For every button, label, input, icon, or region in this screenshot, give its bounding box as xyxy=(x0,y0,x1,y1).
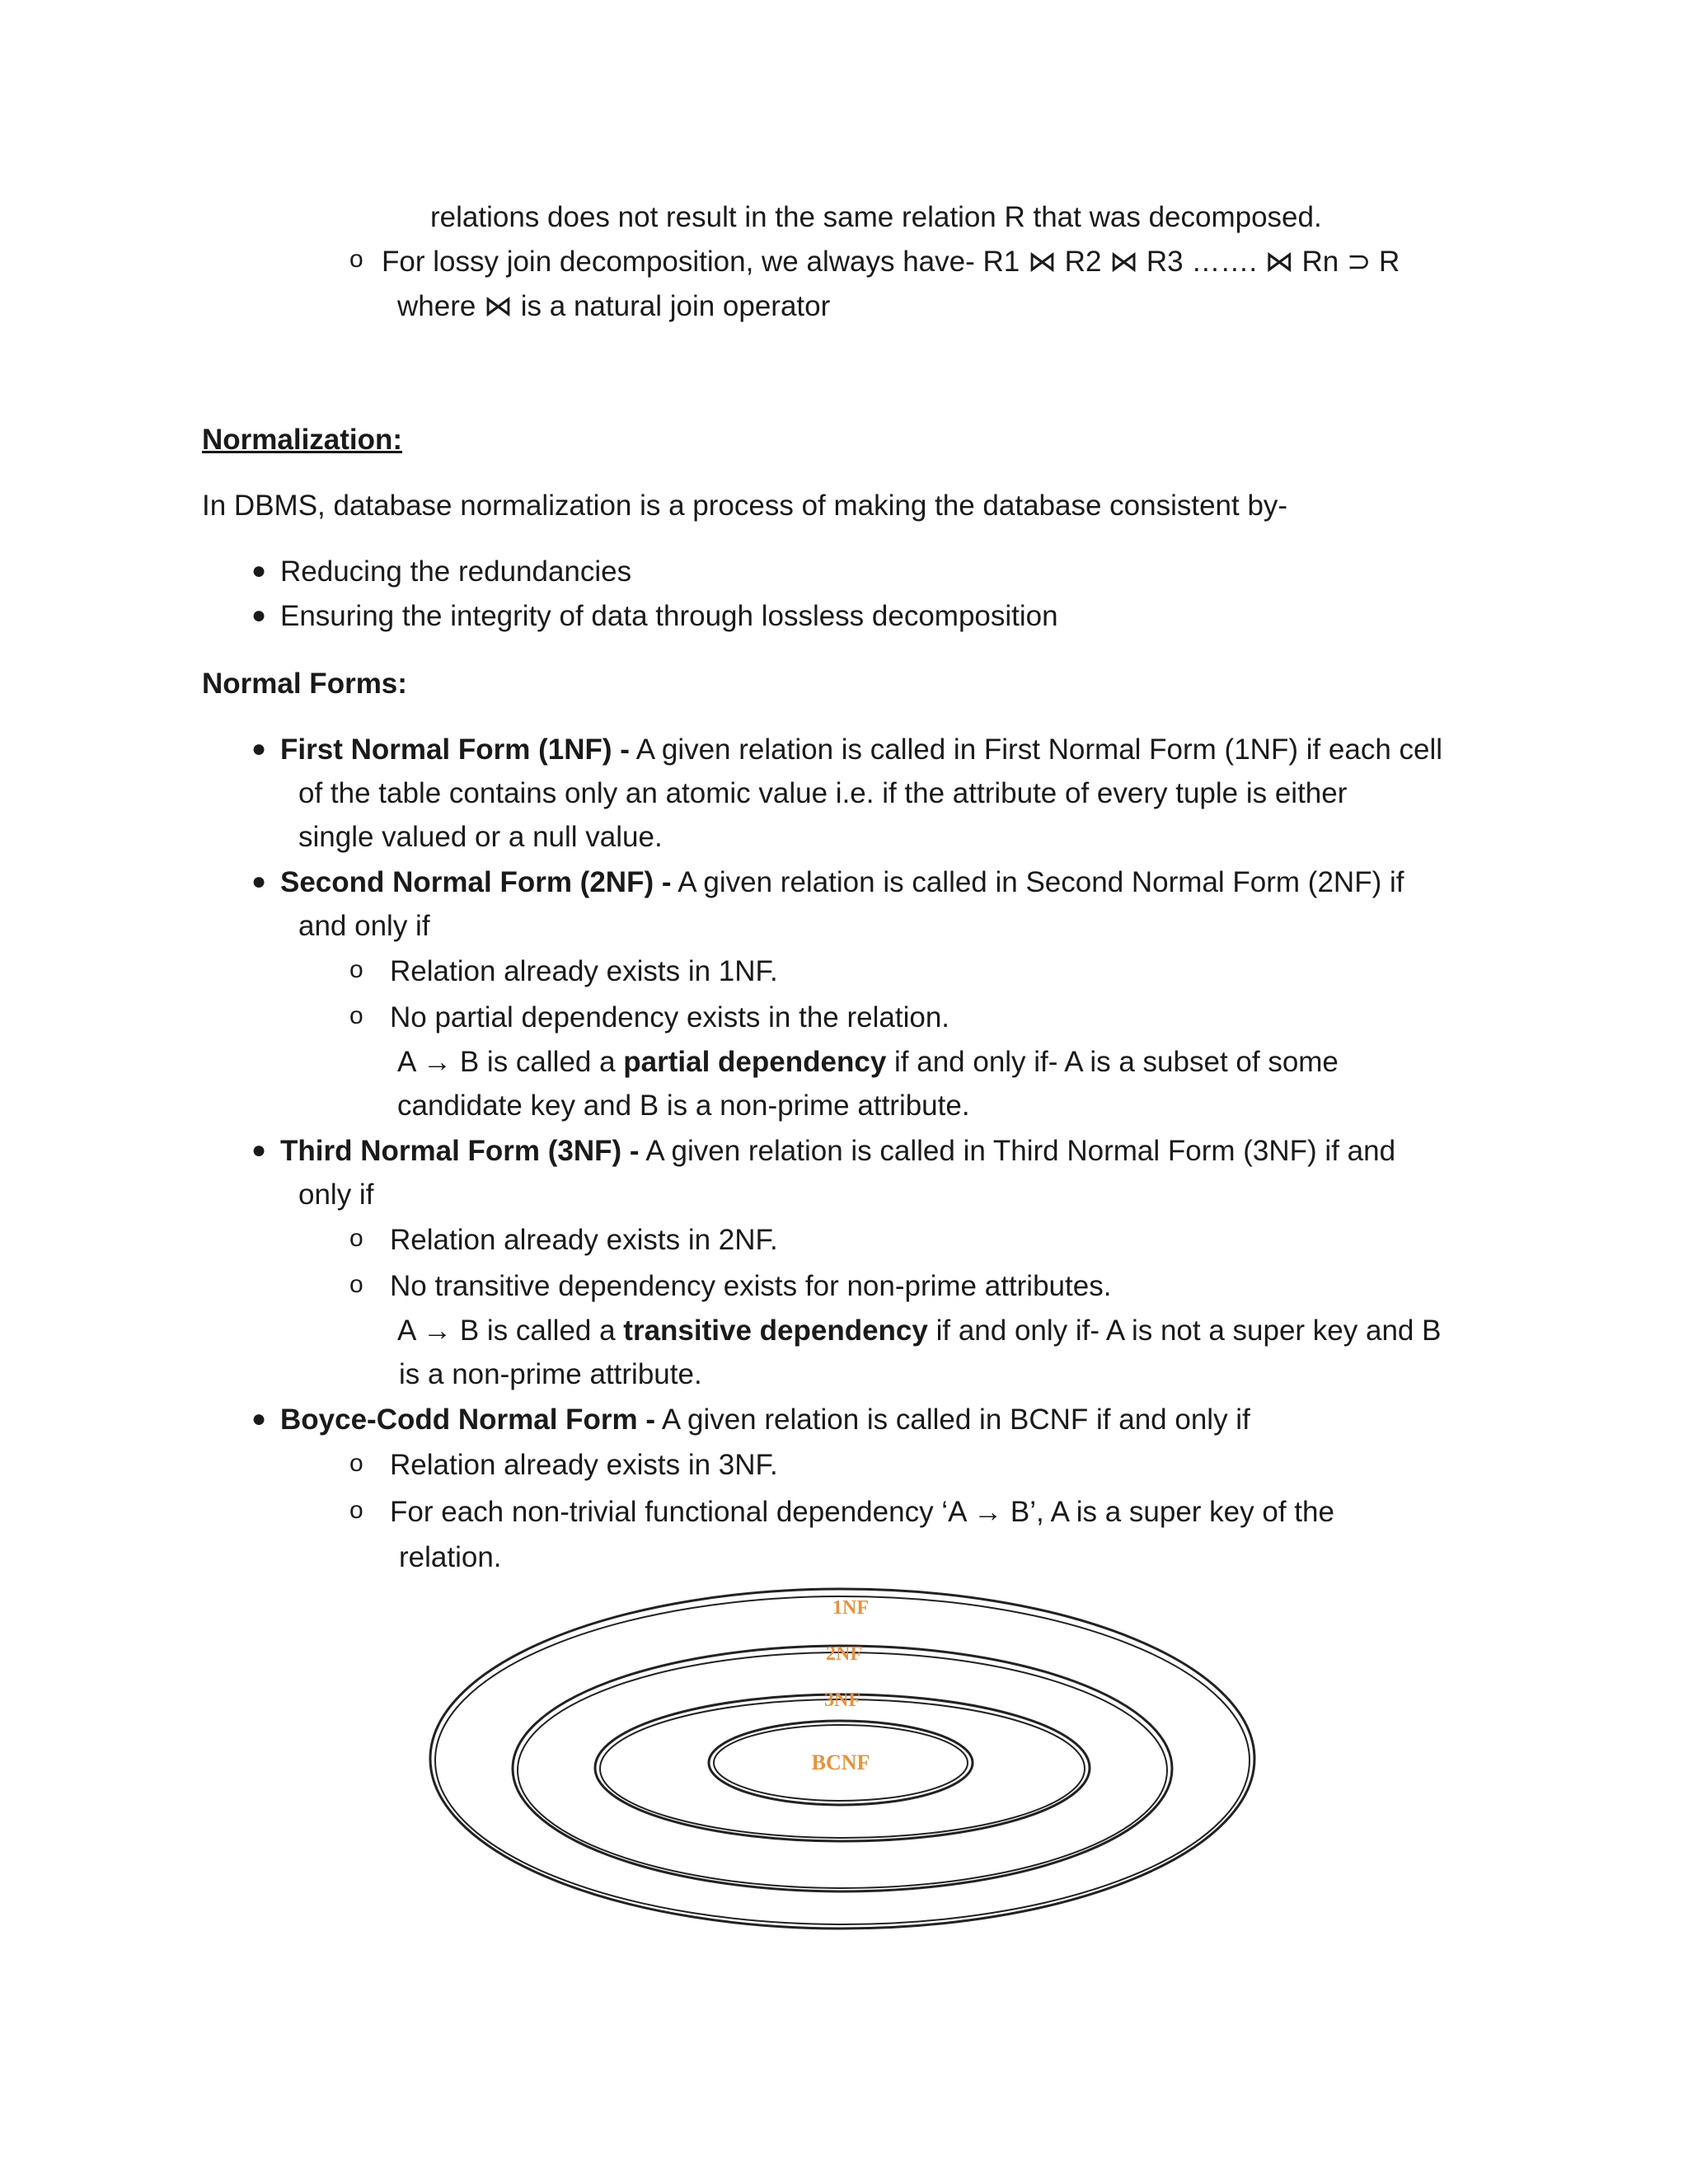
hollow-bullet-icon: o xyxy=(349,1002,363,1029)
nf3-def-post: if and only if- A is not a super key and B xyxy=(927,1315,1442,1347)
nf2-def-post: if and only if- A is a subset of some xyxy=(886,1046,1339,1078)
bullet-icon: ● xyxy=(251,557,267,584)
nf2-text: A given relation is called in Second Normal Form (2NF) if xyxy=(671,866,1404,898)
nf3-def-pre: A → B is called a xyxy=(397,1315,624,1347)
normalization-heading: Normalization: xyxy=(202,424,403,456)
nf3-definition-line2: is a non-prime attribute. xyxy=(399,1358,702,1390)
bcnf-text: A given relation is called in BCNF if and only if xyxy=(655,1404,1250,1436)
nf2-def-pre: A → B is called a xyxy=(397,1046,624,1078)
bcnf-sub1: Relation already exists in 3NF. xyxy=(390,1449,778,1481)
hollow-bullet-icon: o xyxy=(349,1450,363,1477)
carryover-line: relations does not result in the same relation R that was decomposed. xyxy=(430,201,1322,233)
bullet-item: Ensuring the integrity of data through lossless decomposition xyxy=(280,600,1058,632)
label-bcnf: BCNF xyxy=(811,1750,870,1774)
nf3-term: Third Normal Form (3NF) - xyxy=(280,1135,640,1167)
hollow-bullet-icon: o xyxy=(349,246,363,273)
bullet-item: Reducing the redundancies xyxy=(280,555,632,588)
nf3-sub2: No transitive dependency exists for non-prime attributes. xyxy=(390,1270,1112,1302)
bullet-icon: ● xyxy=(251,1137,267,1164)
transitive-dependency-term: transitive dependency xyxy=(623,1315,928,1347)
hollow-bullet-icon: o xyxy=(349,1271,363,1298)
natural-join-note: where ⋈ is a natural join operator xyxy=(397,290,831,322)
label-3nf: 3NF xyxy=(824,1690,860,1711)
label-1nf: 1NF xyxy=(832,1597,869,1619)
hollow-bullet-icon: o xyxy=(349,1497,363,1524)
nf3-line2: only if xyxy=(298,1179,374,1211)
bullet-icon: ● xyxy=(251,735,267,762)
normalization-intro: In DBMS, database normalization is a process of making the database consistent by- xyxy=(202,490,1288,522)
nf2-term: Second Normal Form (2NF) - xyxy=(280,866,672,898)
label-2nf: 2NF xyxy=(826,1643,862,1665)
bullet-icon: ● xyxy=(251,1405,267,1432)
nf2-sub1: Relation already exists in 1NF. xyxy=(390,955,778,987)
hollow-bullet-icon: o xyxy=(349,1225,363,1252)
nf1-text: A given relation is called in First Normal Form (1NF) if each cell xyxy=(629,733,1443,766)
nf1-line3: single valued or a null value. xyxy=(298,821,663,853)
nf2-line2: and only if xyxy=(298,910,430,942)
hollow-bullet-icon: o xyxy=(349,956,363,983)
bcnf-term: Boyce-Codd Normal Form - xyxy=(280,1404,656,1436)
lossy-join-line: For lossy join decomposition, we always have- R1 ⋈ R2 ⋈ R3 ……. ⋈ Rn ⊃ R xyxy=(382,246,1400,278)
nf2-sub2: No partial dependency exists in the relation. xyxy=(390,1001,950,1033)
nf1-line2: of the table contains only an atomic value i.e. if the attribute of every tuple is either xyxy=(298,777,1348,809)
nf3-sub1: Relation already exists in 2NF. xyxy=(390,1224,778,1256)
normal-forms-heading: Normal Forms: xyxy=(202,668,407,700)
bcnf-sub2: For each non-trivial functional dependency ‘A → B’, A is a super key of the xyxy=(390,1496,1334,1528)
nf2-definition-line2: candidate key and B is a non-prime attribute. xyxy=(397,1090,970,1122)
bullet-icon: ● xyxy=(251,602,267,629)
bullet-icon: ● xyxy=(251,868,267,895)
nf3-text: A given relation is called in Third Normal Form (3NF) if and xyxy=(639,1135,1396,1167)
partial-dependency-term: partial dependency xyxy=(623,1046,887,1078)
bcnf-sub2-line2: relation. xyxy=(399,1541,502,1573)
nf1-term: First Normal Form (1NF) - xyxy=(280,733,630,766)
